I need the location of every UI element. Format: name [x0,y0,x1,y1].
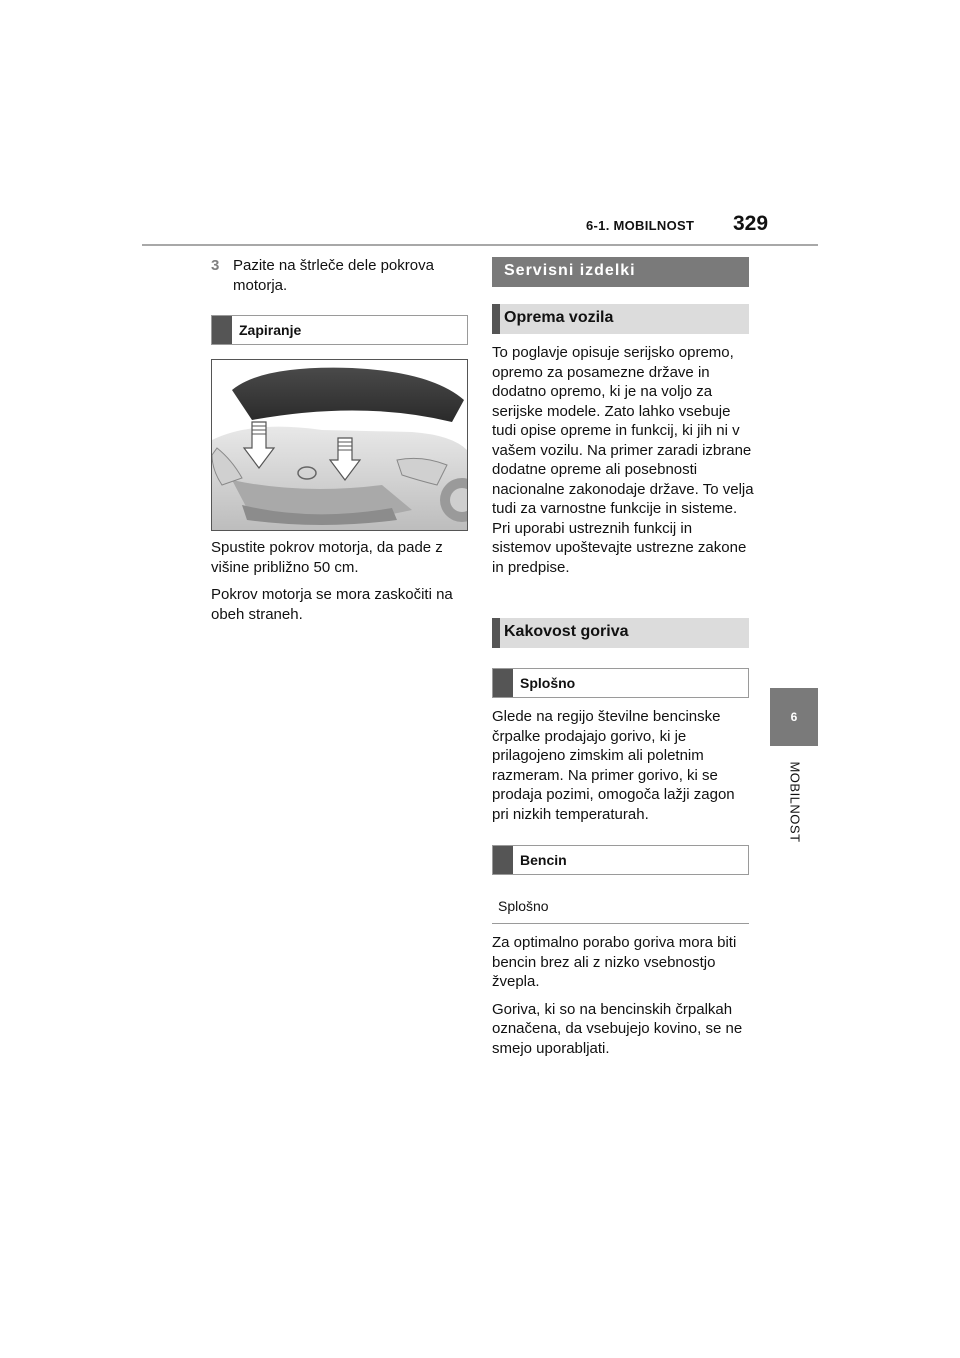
fuel-general-paragraph: Glede na regijo številne bencinske črpalke prodajajo gorivo, ki je prilagojeno zimskim ali poletnim razmeram. Na primer gorivo, ki se prodaja pozimi, omogoča lažji zagon pri nizkih temperaturah. [492,708,735,823]
car-hood-drawing [212,360,467,530]
heading-vehicle-equipment [492,304,749,334]
chapter-label [775,752,815,852]
step-text: Pazite na štrleče dele pokrova motorja. [233,257,434,294]
heading-marker [492,304,500,334]
subheading-closing [211,315,468,345]
subheading-marker [212,316,232,344]
subheading-general [492,668,749,698]
section-header-service-products [492,257,749,287]
section-title: Servisni izdelki [504,262,636,279]
subheading-label: Bencin [520,852,567,868]
heading-label: Kakovost goriva [504,623,629,640]
subheading-label: Splošno [520,675,576,691]
plain-heading-label: Splošno [498,898,549,914]
paragraph: Pokrov motorja se mora zaskočiti na obeh straneh. [211,586,453,623]
step-item [211,256,471,295]
heading-marker [492,618,500,648]
chapter-number: 6 [790,710,798,724]
heading-label: Oprema vozila [504,309,614,326]
header-divider [142,244,818,246]
header-section-title: 6-1. MOBILNOST [586,218,695,233]
subheading-marker [493,669,513,697]
paragraph: Goriva, ki so na bencinskih črpalkah označena, da vsebujejo kovino, se ne smejo uporabljati. [492,1000,743,1057]
subheading-petrol [492,845,749,875]
left-paragraphs [211,538,471,624]
chapter-label-text: MOBILNOST [787,761,803,843]
step-number: 3 [211,257,220,274]
petrol-paragraphs [492,933,754,1058]
plain-heading-general [492,893,749,924]
hood-closing-illustration [211,359,468,531]
page-number: 329 [733,212,769,235]
subheading-marker [493,846,513,874]
paragraph: Spustite pokrov motorja, da pade z višine približno 50 cm. [211,539,443,576]
chapter-tab[interactable] [770,688,818,746]
subheading-label: Zapiranje [239,322,302,338]
heading-fuel-quality [492,618,749,648]
paragraph: Za optimalno porabo goriva mora biti bencin brez ali z nizko vsebnostjo žvepla. [492,934,737,990]
equipment-paragraph: To poglavje opisuje serijsko opremo, opremo za posamezne države in dodatno opremo, ki je na voljo za serijske modele. Zato lahko vsebuje tudi opise opreme in funkcij, ki jih ni v vašem vozilu. Na primer zaradi izbrane dodatne opreme ali posebnosti nacionalne zakonodaje države. To velja tudi za varnostne funkcije in sisteme. Pri uporabi ustreznih funkcij in sistemov upoštevajte ustrezne zakone in predpise. [492,344,754,576]
